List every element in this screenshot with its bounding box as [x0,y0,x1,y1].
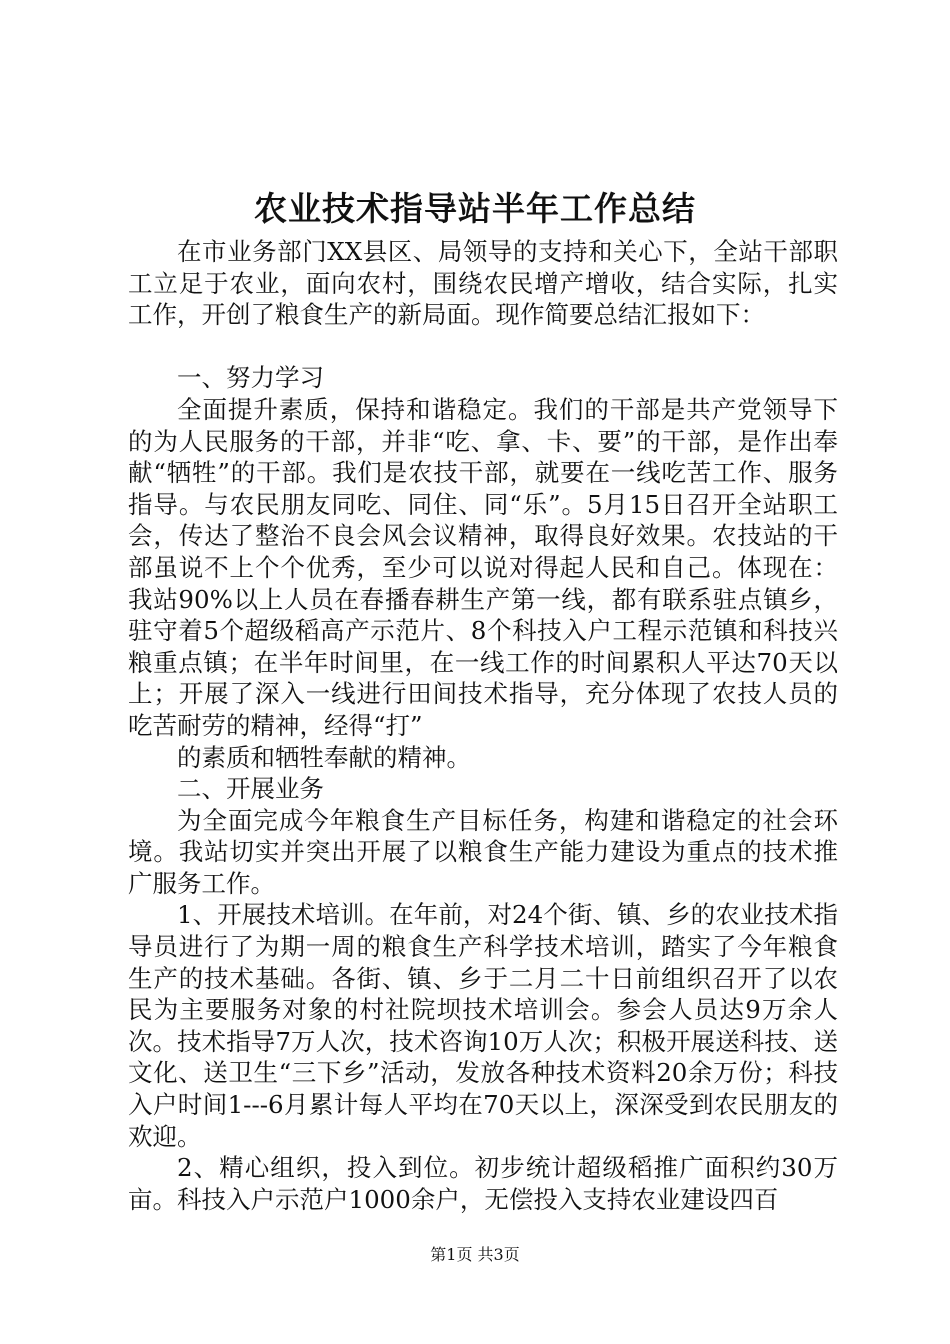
section-1-continuation: 的素质和牺牲奉献的精神。 [177,742,471,772]
document-title: 农业技术指导站半年工作总结 [254,189,696,228]
page-footer: 第1页 共3页 [430,1245,520,1264]
intro-paragraph: 在市业务部门XX县区、局领导的支持和关心下，全站干部职工立足于农业，面向农村，围绕农民增产增收，结合实际，扎实工作，开创了粮食生产的新局面。现作简要总结汇报如下： [128,237,838,330]
section-2-intro-paragraph: 为全面完成今年粮食生产目标任务，构建和谐稳定的社会环境。我站切实并突出开展了以粮食生产能力建设为重点的技术推广服务工作。 [128,805,838,898]
organization-paragraph: 2、精心组织，投入到位。初步统计超级稻推广面积约30万亩。科技入户示范户1000余户，无偿投入支持农业建设四百 [128,1153,838,1214]
section-heading-1: 一、努力学习 [177,363,324,393]
section-heading-2: 二、开展业务 [177,774,324,804]
training-paragraph: 1、开展技术培训。在年前，对24个街、镇、乡的农业技术指导员进行了为期一周的粮食生产科学技术培训，踏实了今年粮食生产的技术基础。各街、镇、乡于二月二十日前组织召开了以农民为主要服务对象的村社院坝技术培训会。参会人员达9万余人次。技术指导7万人次，技术咨询10万人次；积极开展送科技、送文化、送卫生“三下乡”活动，发放各种技术资料20余万份；科技入户时间1---6月累计每人平均在70天以上，深深受到农民朋友的欢迎。 [128,900,838,1151]
blank-line [128,331,838,363]
section-1-paragraph: 全面提升素质，保持和谐稳定。我们的干部是共产党领导下的为人民服务的干部，并非“吃、拿、卡、要”的干部，是作出奉献“牺牲”的干部。我们是农技干部，就要在一线吃苦工作、服务指导。与农民朋友同吃、同住、同“乐”。5月15日召开全站职工会，传达了整治不良会风会议精神，取得良好效果。农技站的干部虽说不上个个优秀，至少可以说对得起人民和自己。体现在：我站90%以上人员在春播春耕生产第一线，都有联系驻点镇乡，驻守着5个超级稻高产示范片、8个科技入户工程示范镇和科技兴粮重点镇；在半年时间里，在一线工作的时间累积人平达70天以上；开展了深入一线进行田间技术指导，充分体现了农技人员的吃苦耐劳的精神，经得“打” [128,394,838,740]
document-body [128,236,838,1215]
